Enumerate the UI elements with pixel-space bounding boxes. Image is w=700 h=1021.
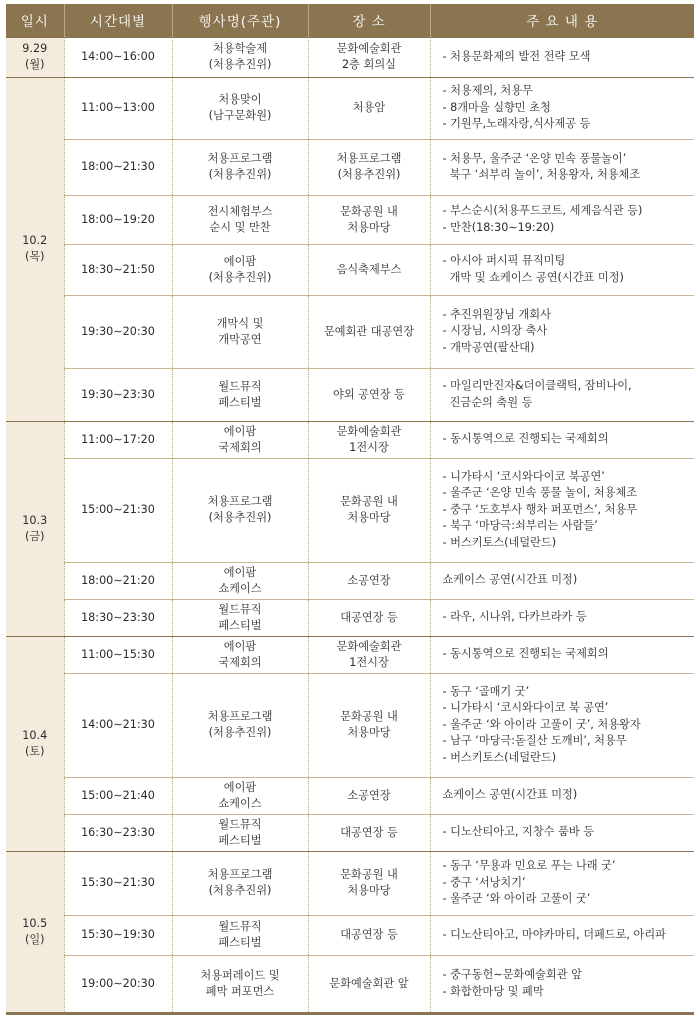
table-row xyxy=(6,814,694,851)
content-cell xyxy=(430,915,694,955)
place-cell: 문화예술회관 1전시장 xyxy=(308,636,430,673)
schedule-table-wrapper xyxy=(6,4,694,1015)
content-line: - 니가타시 ‘코시와다이코 북공연’ xyxy=(442,469,605,483)
content-line: - 디노산티아고, 마야카마티, 더페드로, 아리파 xyxy=(442,927,666,941)
place-cell: 소공연장 xyxy=(308,777,430,814)
content-line: - 울주군 ‘와 아이라 고풀이 굿’ xyxy=(442,892,591,906)
content-line: - 남구 ‘마당극:돋질산 도깨비’, 처용무 xyxy=(442,734,627,748)
content-cell xyxy=(430,851,694,915)
content-line: - 처용무, 울주군 ‘온양 민속 풍물놀이’ xyxy=(442,151,627,165)
time-cell: 14:00∼16:00 xyxy=(64,37,172,77)
content-line: - 디노산티아고, 지창수 품바 등 xyxy=(442,825,595,839)
content-line: - 개막공연(팔산대) xyxy=(442,340,535,354)
place-cell: 처용암 xyxy=(308,77,430,139)
content-line: - 중구 ‘도호부사 행차 퍼포먼스’, 처용무 xyxy=(442,502,638,516)
content-line: - 아시아 퍼시픽 뮤직미팅 xyxy=(442,254,566,267)
time-cell: 19:00∼20:30 xyxy=(64,955,172,1013)
content-line: - 동구 ‘무용과 민요로 푸는 나래 굿’ xyxy=(442,859,616,873)
event-name-cell: 월드뮤직 페스티벌 xyxy=(172,599,308,636)
time-cell: 18:00∼21:20 xyxy=(64,562,172,599)
content-line: - 니가타시 ‘코시와다이코 북 공연’ xyxy=(442,701,609,715)
content-line: - 시장님, 시의장 축사 xyxy=(442,324,548,338)
content-cell xyxy=(430,777,694,814)
place-cell: 문화예술회관 앞 xyxy=(308,955,430,1013)
content-line: - 동시통역으로 진행되는 국제회의 xyxy=(442,432,609,446)
content-line: 진금순의 축원 등 xyxy=(442,395,533,409)
content-line: - 중구 ‘서낭치기’ xyxy=(442,875,526,889)
header-date: 일시 xyxy=(6,4,64,37)
event-name-cell: 에이팜 쇼케이스 xyxy=(172,562,308,599)
content-line: - 추진위원장님 개회사 xyxy=(442,307,551,321)
content-line: - 동구 ‘골매기 굿’ xyxy=(442,684,530,698)
content-line: - 버스키토스(네덜란드) xyxy=(442,750,557,764)
event-name-cell: 처용학술제 (처용추진위) xyxy=(172,37,308,77)
content-cell xyxy=(430,295,694,368)
content-cell xyxy=(430,195,694,244)
content-line: - 화합한마당 및 폐막 xyxy=(442,984,544,998)
content-line: - 처용제의, 처용무 xyxy=(442,84,533,98)
event-name-cell: 처용프로그램 (처용추진위) xyxy=(172,851,308,915)
time-cell: 15:00∼21:40 xyxy=(64,777,172,814)
content-cell xyxy=(430,814,694,851)
content-cell xyxy=(430,636,694,673)
content-cell xyxy=(430,673,694,777)
content-line: - 북구 ‘마당극:쇠부리는 사람들’ xyxy=(442,519,598,533)
place-cell: 처용프로그램 (처용추진위) xyxy=(308,139,430,195)
table-row xyxy=(6,139,694,195)
event-name-cell: 에이팜 국제회의 xyxy=(172,421,308,458)
table-row xyxy=(6,195,694,244)
table-row xyxy=(6,295,694,368)
date-cell: 10.5 (일) xyxy=(6,851,64,1013)
content-line: - 중구동헌∼문화예술회관 앞 xyxy=(442,968,582,981)
content-line: - 기원무,노래자랑,식사제공 등 xyxy=(442,117,591,131)
date-cell: 10.3 (금) xyxy=(6,421,64,636)
event-name-cell: 월드뮤직 패스티벌 xyxy=(172,915,308,955)
content-cell xyxy=(430,368,694,421)
time-cell: 18:00∼21:30 xyxy=(64,139,172,195)
content-cell xyxy=(430,562,694,599)
time-cell: 11:00∼15:30 xyxy=(64,636,172,673)
time-cell: 18:30∼21:50 xyxy=(64,244,172,295)
place-cell: 문예회관 대공연장 xyxy=(308,295,430,368)
event-name-cell: 처용프로그램 (처용추진위) xyxy=(172,458,308,562)
table-row xyxy=(6,636,694,673)
time-cell: 15:30∼21:30 xyxy=(64,851,172,915)
content-cell xyxy=(430,37,694,77)
place-cell: 문화예술회관 2층 회의실 xyxy=(308,37,430,77)
place-cell: 대공연장 등 xyxy=(308,915,430,955)
place-cell: 문화예술회관 1전시장 xyxy=(308,421,430,458)
content-line: - 처용문화제의 발전 전략 모색 xyxy=(442,49,591,63)
date-cell: 10.2 (목) xyxy=(6,77,64,421)
time-cell: 11:00∼13:00 xyxy=(64,77,172,139)
event-name-cell: 전시체험부스 순시 및 만찬 xyxy=(172,195,308,244)
table-row xyxy=(6,77,694,139)
event-name-cell: 월드뮤직 페스티벌 xyxy=(172,814,308,851)
event-name-cell: 처용퍼레이드 및 폐막 퍼포먼스 xyxy=(172,955,308,1013)
content-cell xyxy=(430,139,694,195)
time-cell: 15:00∼21:30 xyxy=(64,458,172,562)
header-content: 주 요 내 용 xyxy=(430,4,694,37)
header-event-name: 행사명(주관) xyxy=(172,4,308,37)
table-row xyxy=(6,458,694,562)
schedule-body xyxy=(6,37,694,1013)
place-cell: 대공연장 등 xyxy=(308,599,430,636)
event-name-cell: 에이팜 (처용추진위) xyxy=(172,244,308,295)
time-cell: 18:00∼19:20 xyxy=(64,195,172,244)
content-line: - 8개마을 실향민 초청 xyxy=(442,100,551,114)
event-name-cell: 처용맞이 (남구문화원) xyxy=(172,77,308,139)
time-cell: 14:00∼21:30 xyxy=(64,673,172,777)
table-row xyxy=(6,368,694,421)
time-cell: 11:00∼17:20 xyxy=(64,421,172,458)
time-cell: 15:30∼19:30 xyxy=(64,915,172,955)
place-cell: 야외 공연장 등 xyxy=(308,368,430,421)
header-row xyxy=(6,4,694,37)
content-line: 쇼케이스 공연(시간표 미정) xyxy=(442,573,578,587)
place-cell: 문화공원 내 처용마당 xyxy=(308,195,430,244)
content-line: - 부스순시(처용푸드코트, 세계음식관 등) xyxy=(442,204,643,217)
table-row xyxy=(6,673,694,777)
place-cell: 대공연장 등 xyxy=(308,814,430,851)
table-row xyxy=(6,777,694,814)
content-line: - 버스키토스(네덜란드) xyxy=(442,535,557,549)
event-name-cell: 월드뮤직 페스티벌 xyxy=(172,368,308,421)
header-place: 장 소 xyxy=(308,4,430,37)
header-time: 시간대별 xyxy=(64,4,172,37)
time-cell: 16:30∼23:30 xyxy=(64,814,172,851)
table-row xyxy=(6,244,694,295)
content-cell xyxy=(430,458,694,562)
event-name-cell: 에이팜 국제회의 xyxy=(172,636,308,673)
content-line: - 울주군 ‘온양 민속 풍물 놀이, 처용체조 xyxy=(442,486,638,500)
content-cell xyxy=(430,244,694,295)
content-line: 쇼케이스 공연(시간표 미정) xyxy=(442,788,578,802)
event-name-cell: 개막식 및 개막공연 xyxy=(172,295,308,368)
content-line: - 동시통역으로 진행되는 국제회의 xyxy=(442,647,609,661)
time-cell: 19:30∼23:30 xyxy=(64,368,172,421)
place-cell: 문화공원 내 처용마당 xyxy=(308,673,430,777)
place-cell: 음식축제부스 xyxy=(308,244,430,295)
table-row xyxy=(6,955,694,1013)
content-line: - 라우, 시나위, 다카브라카 등 xyxy=(442,610,587,624)
place-cell: 문화공원 내 처용마당 xyxy=(308,458,430,562)
content-cell xyxy=(430,955,694,1013)
table-row xyxy=(6,421,694,458)
content-line: 개막 및 쇼케이스 공연(시간표 미정) xyxy=(442,270,624,284)
place-cell: 소공연장 xyxy=(308,562,430,599)
schedule-table xyxy=(6,4,694,1015)
event-name-cell: 에이팜 쇼케이스 xyxy=(172,777,308,814)
content-line: - 마일리만진자&더이클랙틱, 잠비나이, xyxy=(442,379,632,392)
date-cell: 10.4 (토) xyxy=(6,636,64,851)
content-cell xyxy=(430,421,694,458)
content-cell xyxy=(430,599,694,636)
table-row xyxy=(6,915,694,955)
table-row xyxy=(6,37,694,77)
table-row xyxy=(6,562,694,599)
content-cell xyxy=(430,77,694,139)
table-row xyxy=(6,851,694,915)
content-line: - 만찬(18:30∼19:20) xyxy=(442,220,555,234)
place-cell: 문화공원 내 처용마당 xyxy=(308,851,430,915)
content-line: 북구 ‘쇠부리 놀이’, 처용왕자, 처용체조 xyxy=(442,168,641,181)
date-cell: 9.29 (월) xyxy=(6,37,64,77)
content-line: - 울주군 ‘와 아이라 고풀이 굿’, 처용왕자 xyxy=(442,717,641,731)
event-name-cell: 처용프로그램 (처용추진위) xyxy=(172,673,308,777)
table-row xyxy=(6,599,694,636)
time-cell: 18:30∼23:30 xyxy=(64,599,172,636)
time-cell: 19:30∼20:30 xyxy=(64,295,172,368)
event-name-cell: 처용프로그램 (처용추진위) xyxy=(172,139,308,195)
